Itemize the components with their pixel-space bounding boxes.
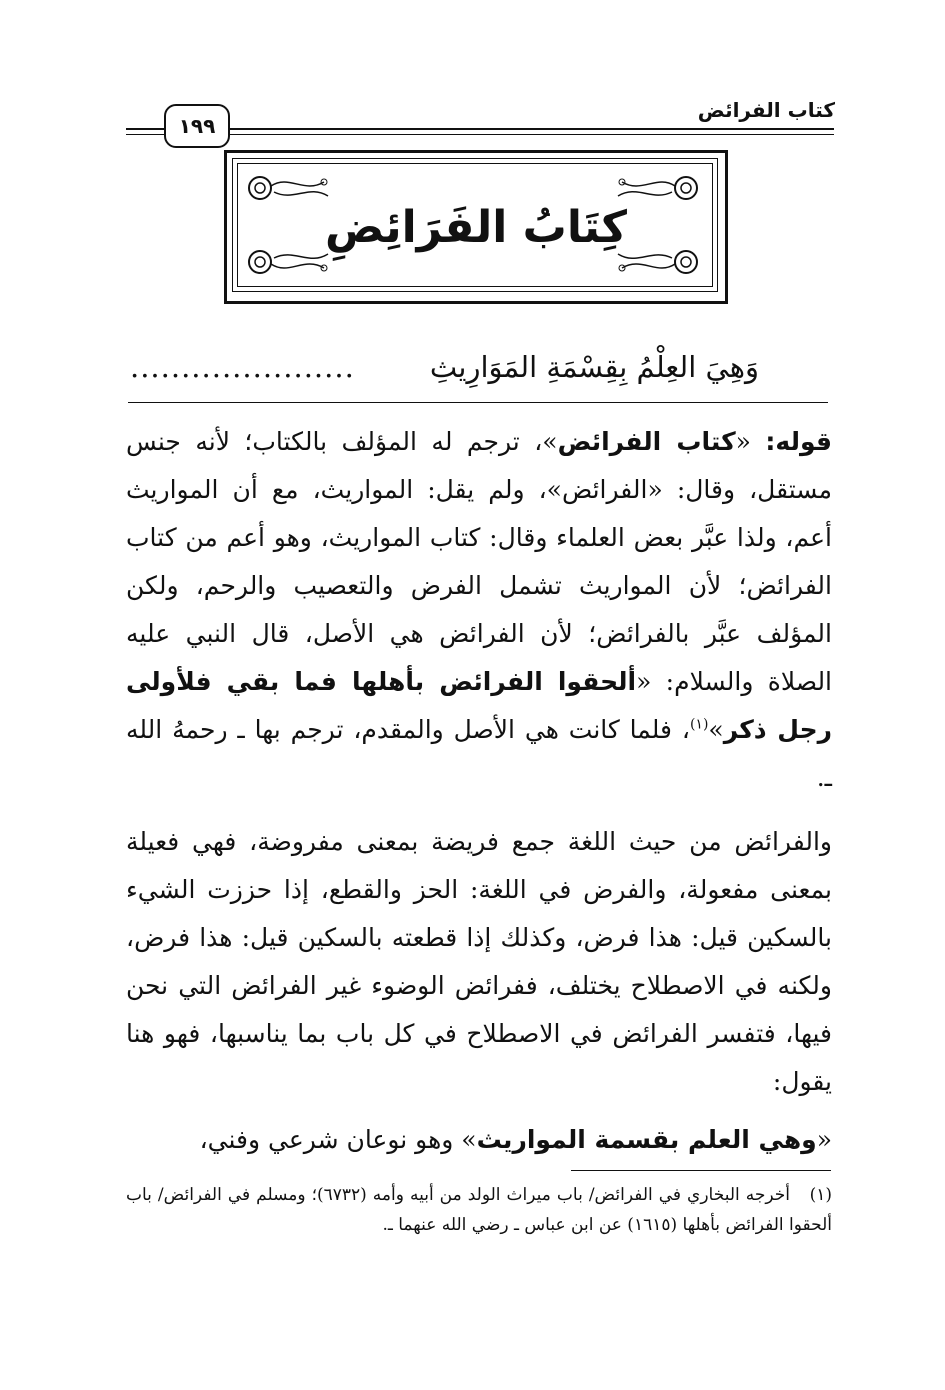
paragraph-3-text: » وهو نوعان شرعي وفني، <box>199 1125 477 1154</box>
page-number: ١٩٩ <box>164 104 230 148</box>
paragraph-3 <box>126 1116 832 1164</box>
footnote <box>126 1180 832 1240</box>
matn-divider <box>128 402 828 403</box>
quote-open-2: « <box>816 1125 832 1154</box>
footnote-rule <box>571 1170 831 1171</box>
header-rule-left-thin <box>126 134 166 135</box>
paragraph-1 <box>126 418 832 802</box>
header-rule-left <box>126 128 166 130</box>
footnote-ref: (١) <box>689 716 709 733</box>
matn-text: وَهِيَ العِلْمُ بِقِسْمَةِ المَوَارِيثِ <box>429 350 759 384</box>
matn-dots: ...................... <box>130 350 355 384</box>
footnote-mark: (١) <box>809 1185 832 1205</box>
running-head: كتاب الفرائض <box>697 98 835 122</box>
header-rule-right-thin <box>226 134 834 135</box>
matn-quote: وهي العلم بقسمة المواريث <box>476 1125 817 1154</box>
header-rule-right <box>226 128 834 130</box>
footnote-text: أخرجه البخاري في الفرائض/ باب ميراث الولد من أبيه وأمه (٦٧٣٢)؛ ومسلم في الفرائض/ باب ألحقوا الفرائض بأهلها (١٦١٥) عن ابن عباس ـ رضي الله عنهما ـ. <box>126 1185 832 1235</box>
chapter-title: كِتَابُ الفَرَائِضِ <box>325 202 627 253</box>
paragraph-2-text: والفرائض من حيث اللغة جمع فريضة بمعنى مفروضة، فهي فعيلة بمعنى مفعولة، والفرض في اللغة: الحز والقطع، إذا حززت الشيء بالسكين قيل: هذا فرض، وكذلك إذا قطعته بالسكين قيل: هذا فرض، ولكنه في الاصطلاح يختلف، ففرائض الوضوء غير الفرائض التي نحن فيها، فتفسر الفرائض في الاصطلاح في كل باب بما يناسبها، فهو هنا يقول: <box>126 827 832 1096</box>
paragraph-1-text-1: »، ترجم له المؤلف بالكتاب؛ لأنه جنس مستقل، وقال: «الفرائض»، ولم يقل: المواريث، مع أن المواريث أعم، ولذا عبَّر بعض العلماء وقال: كتاب المواريث، وهو أعم من كتاب الفرائض؛ لأن المواريث تشمل الفرض والتعصيب والرحم، ولكن المؤلف عبَّر بالفرائض؛ لأن الفرائض هي الأصل، قال النبي عليه الصلاة والسلام: « <box>126 427 833 696</box>
paragraph-2 <box>126 818 832 1106</box>
quote-open: « <box>735 427 766 456</box>
quoted-title: كتاب الفرائض <box>557 427 736 456</box>
lead-word: قوله: <box>765 427 832 456</box>
hadith-text: ألحقوا الفرائض بأهلها فما بقي فلأولى رجل ذكر <box>126 667 832 744</box>
paragraph-1-text-2: » <box>708 715 724 744</box>
paragraph-1-text-3: ، فلما كانت هي الأصل والمقدم، ترجم بها ـ رحمهُ الله ـ. <box>126 715 832 792</box>
